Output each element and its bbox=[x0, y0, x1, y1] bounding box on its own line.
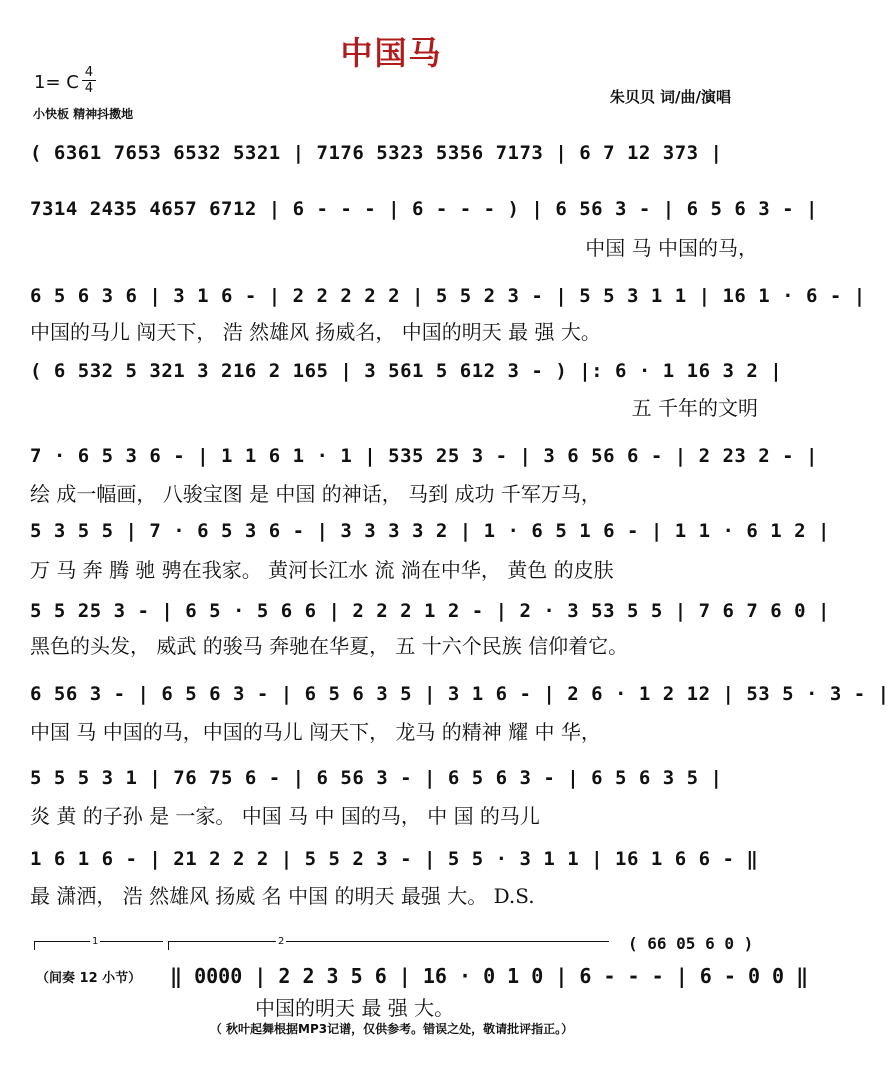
lyrics-line-6: 万 马 奔 腾 驰 骋在我家。 黄河长江水 流 淌在中华， 黄色 的皮肤 bbox=[30, 558, 614, 582]
notation-line-8: 6 56 3 - | 6 5 6 3 - | 6 5 6 3 5 | 3 1 6 - | 2 6 · 1 2 12 | 53 5 · 3 - | bbox=[30, 683, 890, 705]
lyrics-line-5: 绘 成一幅画， 八骏宝图 是 中国 的神话， 马到 成功 千军万马， bbox=[30, 482, 601, 506]
key-text: 1= C bbox=[34, 72, 79, 93]
notation-line-10: 1 6 1 6 - | 21 2 2 2 | 5 5 2 3 - | 5 5 · 3 1 1 | 16 1 6 6 - ‖ bbox=[30, 848, 759, 870]
ending-lyrics: 中国的明天 最 强 大。 bbox=[255, 996, 455, 1020]
song-title: 中国马 bbox=[340, 34, 443, 72]
credits: 朱贝贝 词/曲/演唱 bbox=[609, 88, 731, 106]
notation-line-7: 5 5 25 3 - | 6 5 · 5 6 6 | 2 2 2 1 2 - | 2 · 3 53 5 5 | 7 6 7 6 0 | bbox=[30, 600, 830, 622]
tempo-marking: 小快板 精神抖擞地 bbox=[33, 107, 134, 121]
notation-line-9: 5 5 5 3 1 | 76 75 6 - | 6 56 3 - | 6 5 6 3 - | 6 5 6 3 5 | bbox=[30, 767, 723, 789]
time-signature bbox=[82, 66, 96, 95]
footer-note: （ 秋叶起舞根据MP3记谱，仅供参考。错误之处，敬请批评指正。） bbox=[209, 1022, 574, 1036]
ending-notation: ‖ 0000 | 2 2 3 5 6 | 16 · 0 1 0 | 6 - - - | 6 - 0 0 ‖ bbox=[170, 964, 809, 988]
lyrics-line-7: 黑色的头发， 威武 的骏马 奔驰在华夏， 五 十六个民族 信仰着它。 bbox=[30, 634, 629, 658]
volta-label-2: 2 bbox=[278, 936, 285, 947]
key-signature bbox=[34, 72, 79, 93]
notation-line-5: 7 · 6 5 3 6 - | 1 1 6 1 · 1 | 535 25 3 - | 3 6 56 6 - | 2 23 2 - | bbox=[30, 445, 818, 467]
ending-top-notes: ( 66 05 6 0 ) bbox=[628, 934, 754, 953]
lyrics-line-8: 中国 马 中国的马，中国的马儿 闯天下， 龙马 的精神 耀 中 华， bbox=[30, 720, 601, 744]
lyrics-line-2: 中国 马 中国的马， bbox=[585, 236, 758, 260]
notation-line-6: 5 3 5 5 | 7 · 6 5 3 6 - | 3 3 3 3 2 | 1 · 6 5 1 6 - | 1 1 · 6 1 2 | bbox=[30, 520, 830, 542]
time-top: 4 bbox=[84, 65, 94, 80]
lyrics-line-4: 五 千年的文明 bbox=[631, 396, 758, 420]
volta-label-1: 1 bbox=[92, 936, 99, 947]
notation-line-1: ( 6361 7653 6532 5321 | 7176 5323 5356 7173 | 6 7 12 373 | bbox=[30, 142, 723, 164]
lyrics-line-10: 最 潇洒， 浩 然雄风 扬威 名 中国 的明天 最强 大。 D.S. bbox=[30, 884, 535, 908]
notation-line-2: 7314 2435 4657 6712 | 6 - - - | 6 - - - ) | 6 56 3 - | 6 5 6 3 - | bbox=[30, 198, 818, 220]
volta-bracket-2 bbox=[168, 941, 609, 950]
interlude-note: （间奏 12 小节） bbox=[36, 971, 142, 986]
time-bottom: 4 bbox=[84, 81, 94, 96]
lyrics-line-3: 中国的马儿 闯天下， 浩 然雄风 扬威名， 中国的明天 最 强 大。 bbox=[30, 320, 601, 344]
notation-line-4: ( 6 532 5 321 3 216 2 165 | 3 561 5 612 3 - ) |: 6 · 1 16 3 2 | bbox=[30, 360, 783, 382]
lyrics-line-9: 炎 黄 的子孙 是 一家。 中国 马 中 国的马， 中 国 的马儿 bbox=[30, 804, 540, 828]
notation-line-3: 6 5 6 3 6 | 3 1 6 - | 2 2 2 2 2 | 5 5 2 3 - | 5 5 3 1 1 | 16 1 · 6 - | bbox=[30, 285, 866, 307]
